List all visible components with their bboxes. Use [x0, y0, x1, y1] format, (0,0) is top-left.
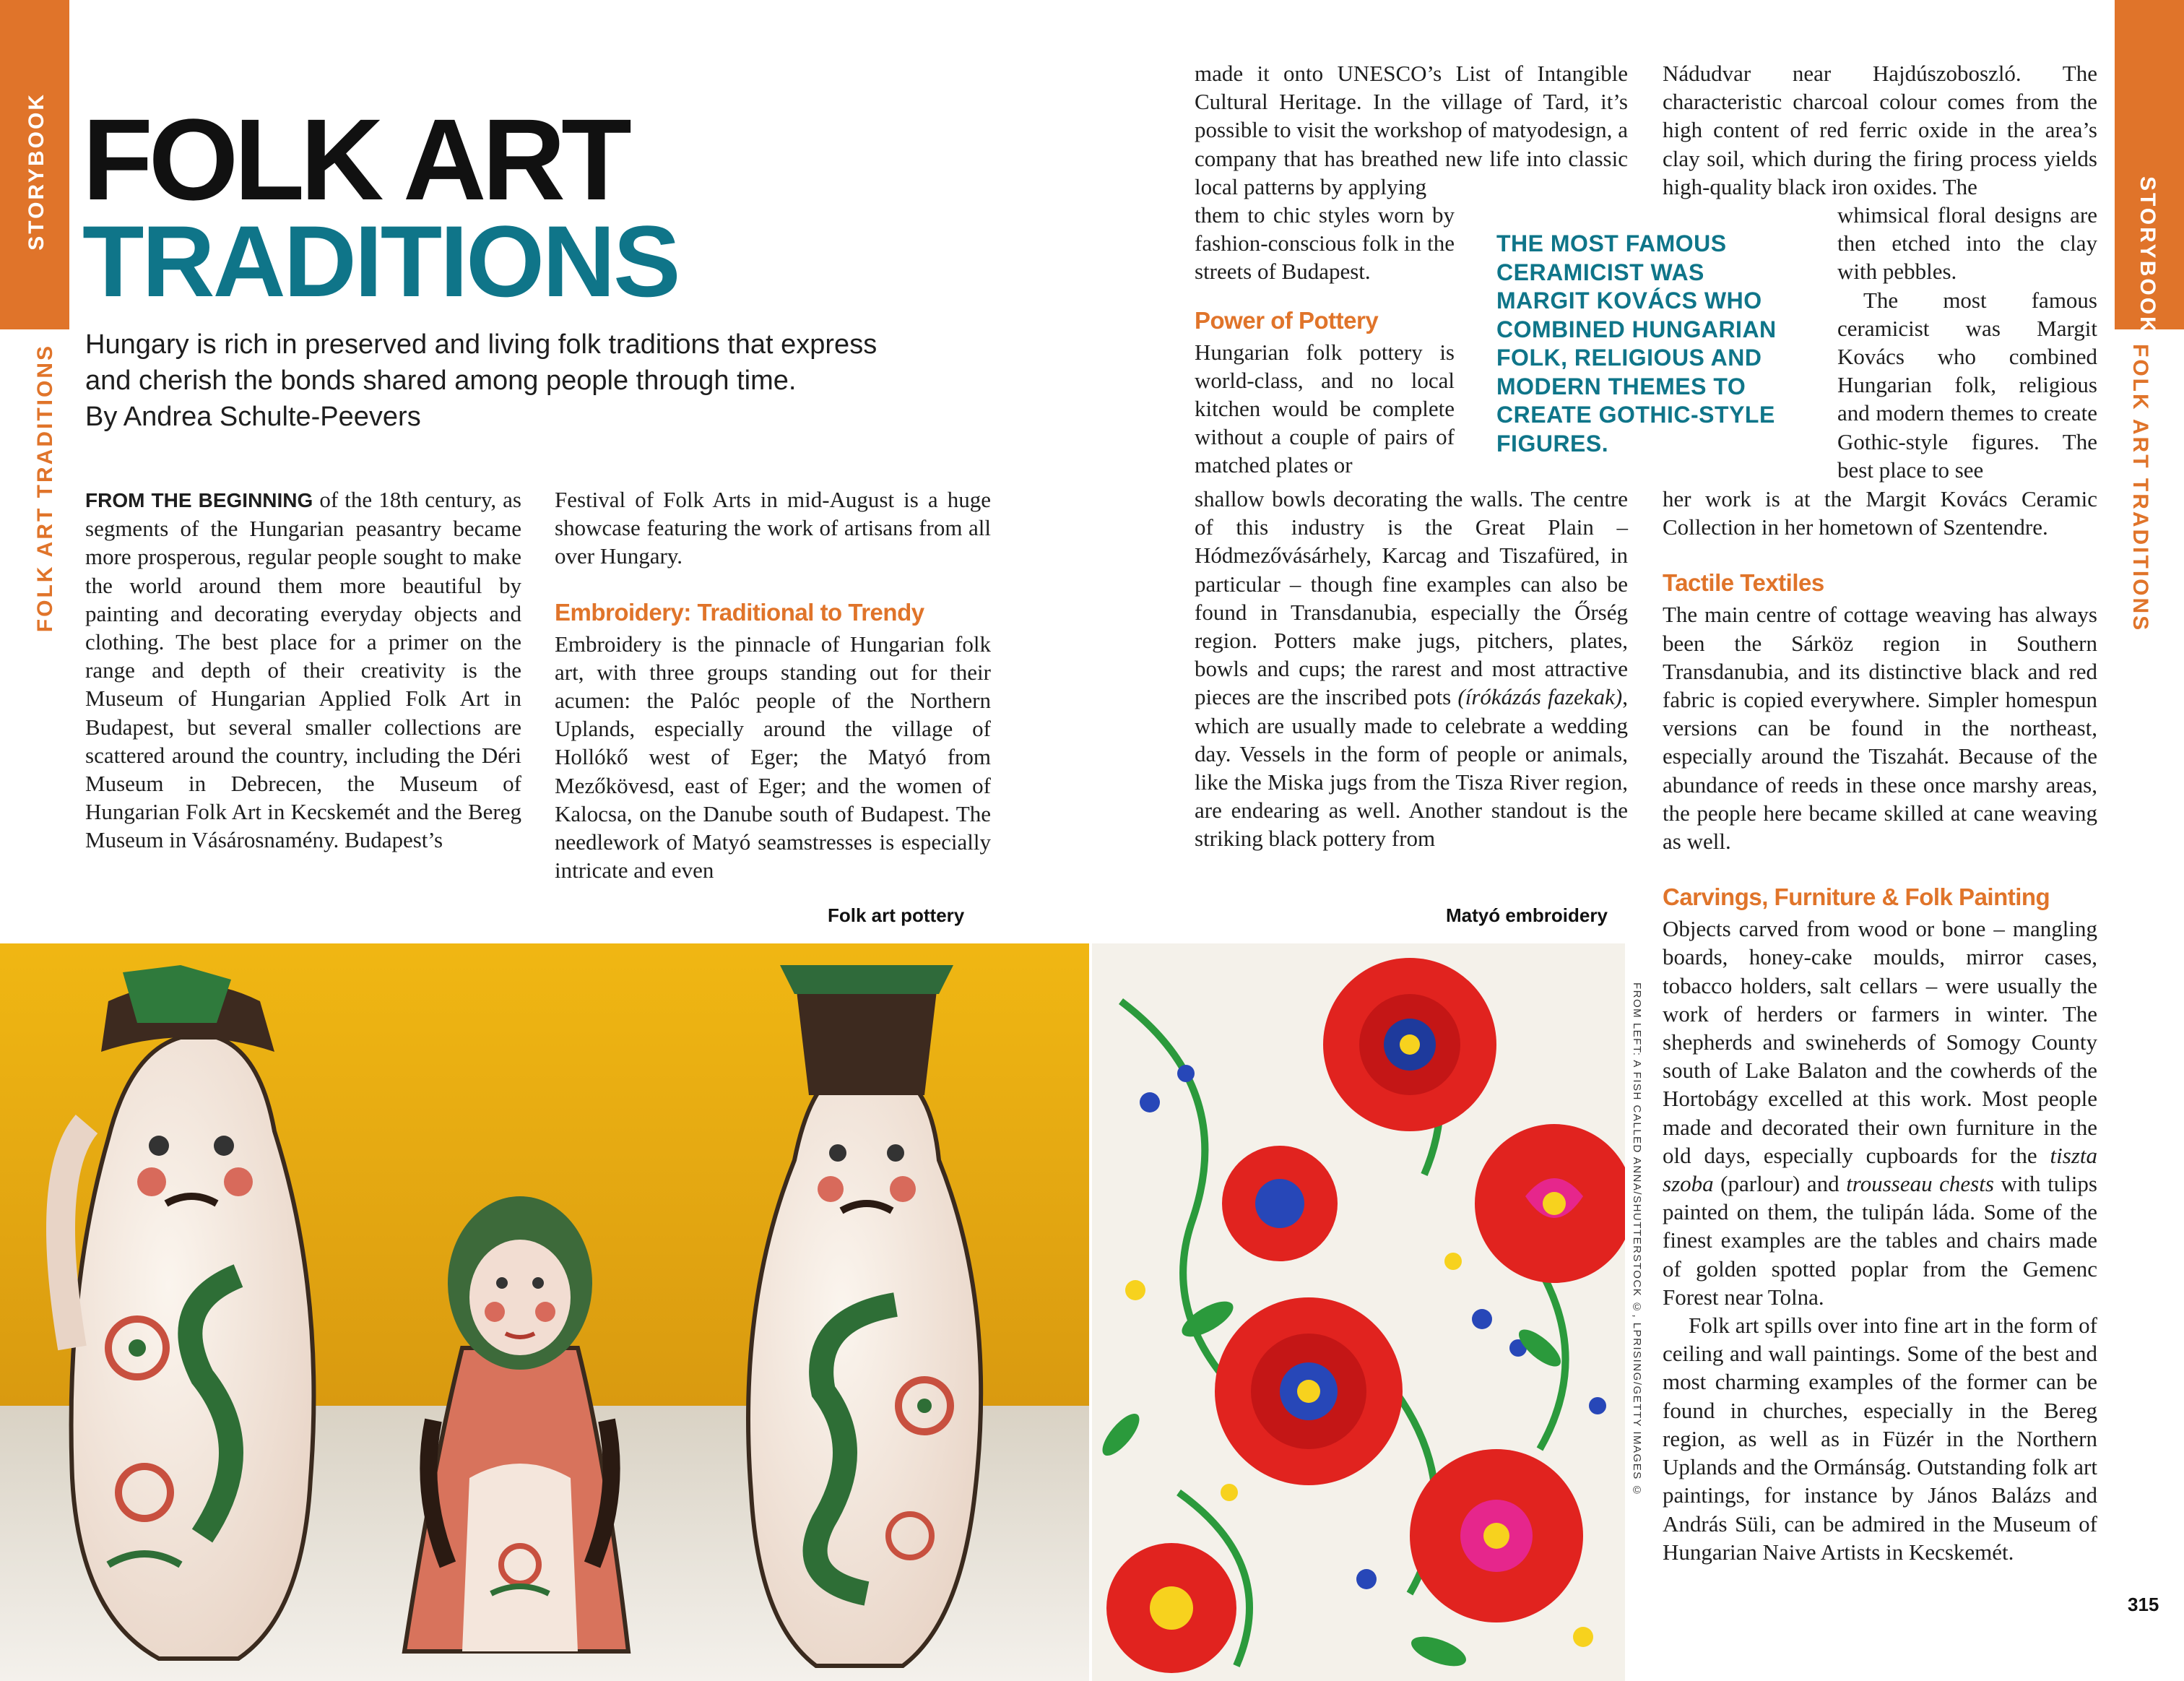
- col1-text: of the 18th century, as segments of the Hungarian peasantry became more prosperous, regular people sought to make the world around them more beautiful by painting and decorating everyday objects and clothing. The best place for a primer on the range and depth of their creativity is the Museum of Hungarian Applied Folk Art in Budapest, but several smaller collections are scattered around the country, including the Déri Museum in Debrecen, the Museum of Hungarian Folk Art in Kecskemét and the Bereg Museum in Vásárosnamény. Budapest’s: [85, 487, 521, 853]
- flower-lower: [1215, 1297, 1403, 1485]
- col4-paragraph-4c: with tulips painted on them, the tulipán láda. Some of the finest examples are the tables and chairs made of golden spotted poplar from the Gemenc Forest near Tolna.: [1663, 1171, 2097, 1310]
- article-column-1: [85, 485, 521, 855]
- col3-paragraph-1b: them to chic styles worn by fashion-conscious folk in the streets of Budapest.: [1195, 202, 1455, 285]
- col2-paragraph-2: Embroidery is the pinnacle of Hungarian folk art, with three groups standing out for their acumen: the Palóc people of the Northern Uplands, especially around the village of Hollókő west of Eger; the Matyó from Mezőkövesd, east of Eger; and the women of Kalocsa, on the Danube south of Budapest. The needlework of Matyó seamstresses is especially intricate and even: [555, 631, 991, 883]
- article-column-4-top: [1663, 59, 2097, 201]
- subhead-embroidery: Embroidery: Traditional to Trendy: [555, 598, 924, 626]
- side-tab-label-right: STORYBOOK: [2136, 176, 2159, 334]
- col4-paragraph-1a: Nádudvar near Hajdúszoboszló. The characteristic charcoal colour comes from the high content of red ferric oxide in the area’s clay soil, which during the firing process yields high-quality black iron oxides. The: [1663, 61, 2097, 199]
- article-column-3-bottom: [1195, 485, 1628, 853]
- photo-matyo-embroidery: [1092, 943, 1625, 1681]
- subhead-carvings: Carvings, Furniture & Folk Painting: [1663, 883, 2050, 911]
- col4-paragraph-5: Folk art spills over into fine art in the form of ceiling and wall paintings. Some of the best and most charming examples of the former can be found in churches, especially in the Bereg region, as well as in Füzér in the Northern Uplands and the Ormánság. Outstanding folk art paintings, for instance by János Balázs and András Süli, can be admired in the Museum of Hungarian Naive Artists in Kecskemét.: [1663, 1313, 2097, 1565]
- article-column-2: [555, 485, 991, 884]
- intro-line1: Hungary is rich in preserved and living folk traditions that express: [85, 329, 878, 360]
- intro-block: [85, 327, 995, 435]
- caption-embroidery: Matyó embroidery: [1446, 904, 1608, 926]
- page-number: 315: [2128, 1594, 2159, 1615]
- caption-pottery: Folk art pottery: [828, 904, 965, 926]
- flower-large-top: [1323, 958, 1496, 1131]
- flower-center: [1222, 1146, 1338, 1261]
- col4-paragraph-1b: whimsical floral designs are then etched into the clay with pebbles.: [1837, 202, 2097, 285]
- col4-paragraph-4a: Objects carved from wood or bone – mangling boards, honey-cake moulds, mirror cases, tobacco holders, salt cellars – were usually the work of herders or farmers in winter. The shepherds and swineherds of Somogy County south of Lake Balaton and the cowherds of the Hortobágy excelled at this work. Most people made and decorated their own furniture in the old days, especially cupboards for the: [1663, 916, 2097, 1168]
- side-tab-label-left: STORYBOOK: [25, 92, 48, 251]
- col4-paragraph-2a: The most famous ceramicist was Margit Kovács who combined Hungarian folk, religious and modern themes to create Gothic-style figures. The best place to see: [1837, 287, 2097, 483]
- col4-paragraph-4b: (parlour) and: [1713, 1171, 1847, 1197]
- article-column-3-narrow: [1195, 201, 1455, 480]
- intro-line2: and cherish the bonds shared among people through time.: [85, 366, 797, 396]
- embroidery-illustration: [1092, 943, 1625, 1681]
- col3-paragraph-2c: , which are usually made to celebrate a wedding day. Vessels in the form of people or animals, like the Miska jugs from the Tisza River region, are endearing as well. Another standout is the striking black pottery from: [1195, 684, 1628, 852]
- article-column-4-bottom: [1663, 485, 2097, 1566]
- photo-folk-art-pottery: [0, 943, 1089, 1681]
- article-column-3-top: [1195, 59, 1628, 201]
- subhead-pottery: Power of Pottery: [1195, 306, 1379, 334]
- page-title-line2: TRADITIONS: [82, 204, 679, 318]
- col4-italic-2: trousseau chests: [1846, 1171, 1994, 1197]
- col4-paragraph-2b: her work is at the Margit Kovács Ceramic Collection in her hometown of Szentendre.: [1663, 486, 2097, 540]
- flower-bottom: [1410, 1449, 1583, 1622]
- pottery-illustration: [0, 943, 1089, 1681]
- col4-paragraph-3: The main centre of cottage weaving has always been the Sárköz region in Southern Transdanubia, and its distinctive black and red fabric is copied everywhere. Simpler homespun versions can be found in the northeast, especially around the Tiszahát. Because of the abundance of reeds in these once marshy areas, the people here became skilled at cane weaving as well.: [1663, 602, 2097, 855]
- photo-credit: FROM LEFT: A FISH CALLED ANNA/SHUTTERSTOCK ©, LPRISING/GETTY IMAGES ©: [1631, 982, 1643, 1498]
- col3-paragraph-1: made it onto UNESCO’s List of Intangible Cultural Heritage. In the village of Tard, it’s possible to visit the workshop of matyodesign, a company that has breathed new life into classic local patterns by applying: [1195, 61, 1628, 199]
- page-title-line1: FOLK ART: [82, 95, 628, 224]
- col3-paragraph-2a: Hungarian folk pottery is world-class, and no local kitchen would be complete without a couple of pairs of matched plates or: [1195, 339, 1455, 478]
- pull-quote: THE MOST FAMOUS CERAMICIST WAS MARGIT KOVÁCS WHO COMBINED HUNGARIAN FOLK, RELIGIOUS AND MODERN THEMES TO CREATE GOTHIC-STYLE FIGURES.: [1496, 230, 1777, 457]
- side-section-label-left: FOLK ART TRADITIONS: [33, 344, 57, 633]
- col3-italic: (írókázás fazekak): [1457, 684, 1623, 710]
- col3-paragraph-2b: shallow bowls decorating the walls. The centre of this industry is the Great Plain – Hódmezővásárhely, Karcag and Tiszafüred, in particular – though fine examples can also be found in Transdanubia, especially the Őrség region. Potters make jugs, pitchers, plates, bowls and cups; the rarest and most attractive pieces are the inscribed pots: [1195, 486, 1628, 710]
- side-section-label-right: FOLK ART TRADITIONS: [2128, 344, 2152, 633]
- byline: By Andrea Schulte-Peevers: [85, 402, 421, 432]
- article-column-4-narrow: [1837, 201, 2097, 484]
- flower-bottom-left: [1106, 1543, 1236, 1673]
- subhead-textiles: Tactile Textiles: [1663, 569, 1824, 597]
- lead-in: FROM THE BEGINNING: [85, 489, 313, 511]
- col4-italic-1: tiszta szoba: [1663, 1142, 2097, 1197]
- col2-paragraph-1: Festival of Folk Arts in mid-August is a huge showcase featuring the work of artisans from all over Hungary.: [555, 487, 991, 569]
